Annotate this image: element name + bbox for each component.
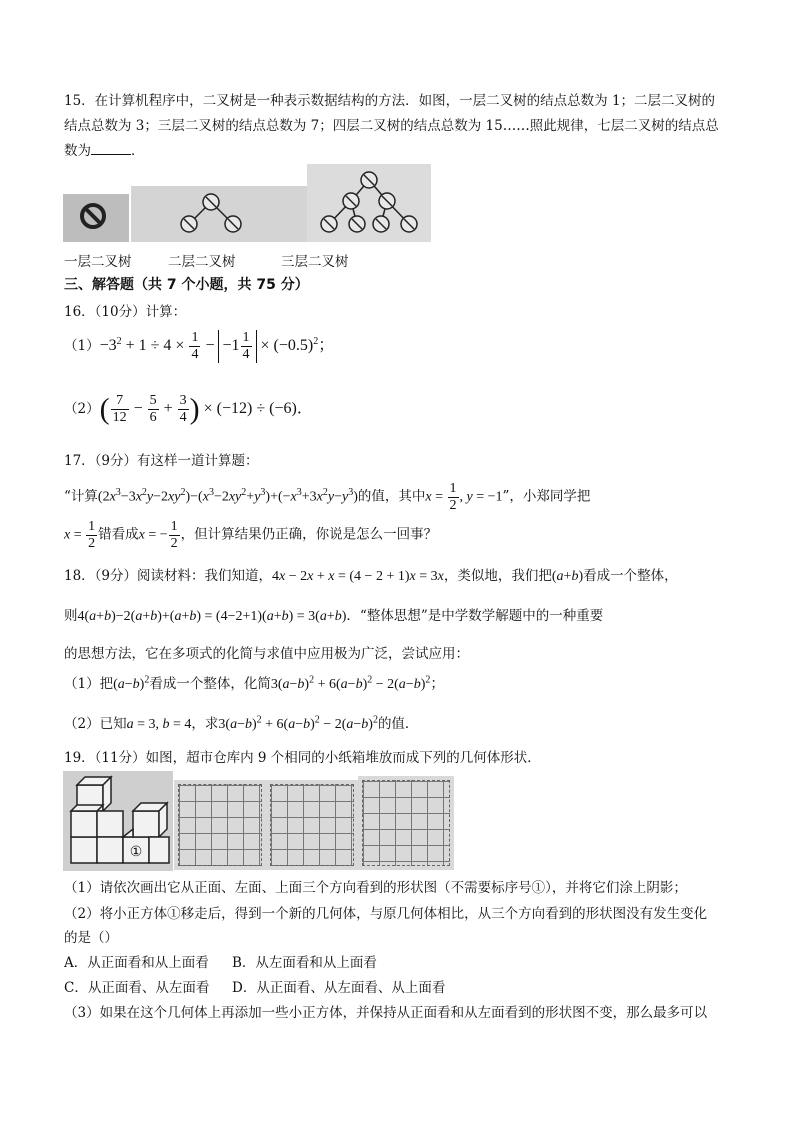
q18-head: 18．（9分）阅读材料：我们知道，4x − 2x + x = (4 − 2 + 1)x = 3x，类似地，我们把(a+b)看成一个整体， <box>64 568 678 584</box>
grid-left <box>266 780 358 870</box>
q18-p2-post: 的值． <box>377 716 419 732</box>
q18-head-text: 18．（9分）阅读材料：我们知道， <box>64 568 273 584</box>
q18-line2-pre: 则 <box>64 608 78 624</box>
q19-part3: （3）如果在这个几何体上再添加一些小正方体，并保持从正面看和从左面看到的形状图不变，那么最多可以 <box>64 1005 708 1021</box>
q17-line2: x = $\frac{1}{2}$ 错看成x = − $\frac{1}{2}$ ，但计算结果仍正确，你说是怎么一回事？ <box>64 519 438 551</box>
answer-blank <box>91 140 131 155</box>
q18-p2-pre: （2）已知 <box>64 716 127 732</box>
q19-option-c: C．从正面看、从左面看 <box>64 980 210 996</box>
q18-part2: （2）已知a = 3, b = 4，求$3(a-b)^2 + 6(a-b)^2 - 2(a-b)^2$的值． <box>64 714 419 732</box>
q18-part1: （1）把$(a-b)^2$看成一个整体，化简$3(a-b)^2 + 6(a-b)^2 - 2(a-b)^2$； <box>64 674 445 692</box>
grid-top <box>358 776 454 870</box>
q18-head-end: 看成一个整体， <box>583 568 678 584</box>
q16-part1: $(1)-3^2 + 1 \div 4$ × $\frac{1}{4}$ − −1 $\frac{1}{4}$ × $(-0.5)^2$； <box>64 330 335 362</box>
tree-caption-3: 三层二叉树 <box>281 254 349 270</box>
q18-p1-pre: （1）把 <box>64 676 114 692</box>
q18-line2: 则4(a+b)−2(a+b)+(a+b) = (4−2+1)(a+b) = 3(a+b)．“整体思想”是中学数学解题中的一种重要 <box>64 608 604 624</box>
q19-part2-line1: （2）将小正方体①移走后，得到一个新的几何体，与原几何体相比，从三个方向看到的形状图没有发生变化 <box>64 906 708 922</box>
cube-label: ① <box>129 844 143 860</box>
q15-line3 <box>64 140 145 162</box>
q18-head-post: ，类似地，我们把 <box>443 568 552 584</box>
tree-photo-2 <box>131 186 307 242</box>
q18-p1-mid: 看成一个整体，化简 <box>149 676 271 692</box>
q15-line1: 15．在计算机程序中，二叉树是一种表示数据结构的方法．如图，一层二叉树的结点总数为 1；二层二叉树的 <box>64 93 716 109</box>
q19-option-b: B．从左面看和从上面看 <box>232 955 377 971</box>
section-title: 三、解答题（共 7 个小题，共 75 分） <box>64 277 309 293</box>
cube-stack-photo <box>63 771 173 871</box>
q17-line1-post: ”，小郑同学把 <box>502 488 591 505</box>
q16-head: 16．（10分）计算： <box>64 304 187 320</box>
tree-photo-1 <box>63 194 129 242</box>
q16-p1-label: （1） <box>64 338 100 355</box>
q17-line1-mid: 的值，其中 <box>357 488 426 505</box>
q18-p2-mid: ，求 <box>191 716 219 732</box>
three-level-tree-icon <box>307 164 431 242</box>
q17-line2-post: ，但计算结果仍正确，你说是怎么一回事？ <box>180 526 438 543</box>
q18-line3: 的思想方法，它在多项式的化简与求值中应用极为广泛，尝试应用： <box>64 646 469 662</box>
q17-line2-mid: 错看成 <box>98 526 139 543</box>
q17-head: 17．（9分）有这样一道计算题： <box>64 453 259 469</box>
q15-line2: 结点总数为 3；三层二叉树的结点总数为 7；四层二叉树的结点总数为 15……照此规律，七层二叉树的结点总 <box>64 118 719 134</box>
q16-p2-label: （2） <box>64 401 100 418</box>
q18-line2-post: ．“整体思想”是中学数学解题中的一种重要 <box>346 608 604 624</box>
cube-stack-icon <box>63 771 173 871</box>
tree-caption-2: 二层二叉树 <box>168 254 236 270</box>
grid-front <box>174 780 266 870</box>
q19-head: 19．（11分）如图，超市仓库内 9 个相同的小纸箱堆放而成下列的几何体形状． <box>64 750 541 766</box>
one-level-tree-icon <box>63 194 129 242</box>
q19-part1: （1）请依次画出它从正面、左面、上面三个方向看到的形状图（不需要标序号①），并将它们涂上阴影； <box>64 880 687 896</box>
q15-line3-post: ． <box>131 143 145 159</box>
tree-caption-1: 一层二叉树 <box>64 254 132 270</box>
tree-photo-3 <box>307 164 431 242</box>
q15-line3-pre: 数为 <box>64 143 91 159</box>
q17-line1-pre: “计算 <box>64 488 98 505</box>
two-level-tree-icon <box>131 186 307 242</box>
q19-option-a: A．从正面看和从上面看 <box>64 955 209 971</box>
q17-line1: “计算$(2x^3-3x^2y-2xy^2)-(x^3-2xy^2+y^3)+(-x^3+3x^2y-y^3)$的值，其中x = $\frac{1}{2}$ , y = −1”，小郑同学把 <box>64 481 591 513</box>
q19-option-d: D．从正面看、从左面看、从上面看 <box>232 980 446 996</box>
q16-part2: （2）( $\frac{7}{12}$ − $\frac{5}{6}$ + $\frac{3}{4}$ ) × (−12) ÷ (−6)． <box>64 392 313 426</box>
q19-part2-line2: 的是（） <box>64 930 118 946</box>
